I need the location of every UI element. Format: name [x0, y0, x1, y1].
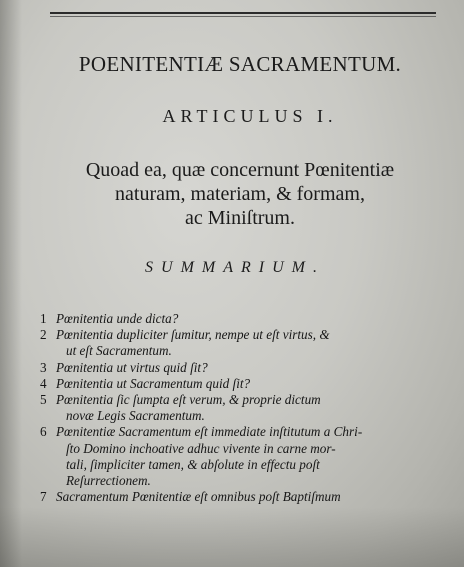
item-line: Pœnitentiæ Sacramentum eſt immediate inſtitutum a Chri-: [56, 424, 363, 440]
item-line: ſto Domino inchoative adhuc vivente in carne mor-: [66, 440, 336, 456]
list-item: [40, 311, 460, 327]
item-number: 1: [40, 311, 47, 326]
item-number: 4: [40, 375, 47, 391]
item-line: Pœnitentia ſic ſumpta eſt verum, & proprie dictum: [56, 392, 321, 408]
article-subject: [40, 158, 440, 230]
item-number: 7: [40, 489, 47, 505]
list-item: [40, 376, 460, 392]
article-heading: ARTICULUS I.: [162, 106, 338, 126]
item-line: tali, ſimpliciter tamen, & abſolute in effectu poſt: [66, 456, 320, 472]
item-number: 3: [40, 359, 47, 375]
page-gutter-shadow: [0, 0, 22, 567]
article-subject-line-1: Quoad ea, quæ concernunt Pœnitentiæ: [85, 159, 395, 181]
summary-heading: SUMMARIUM.: [145, 259, 325, 276]
top-rule: [50, 12, 436, 14]
top-rule-thin: [50, 16, 436, 17]
item-line: Sacramentum Pœnitentiæ eſt omnibus poſt Baptiſmum: [56, 489, 341, 505]
item-number: 6: [40, 424, 47, 440]
item-line: Pœnitentia ut Sacramentum quid ſit?: [56, 375, 251, 391]
item-line: Pœnitentia ut virtus quid ſit?: [56, 359, 208, 375]
item-number: 5: [40, 392, 47, 408]
list-item: [40, 424, 460, 489]
item-line: ut eſt Sacramentum.: [66, 343, 172, 359]
page-title: POENITENTIÆ SACRAMENTUM.: [78, 52, 402, 76]
list-item: [40, 360, 460, 376]
list-item: [40, 489, 460, 505]
item-line: novæ Legis Sacramentum.: [66, 408, 205, 424]
article-subject-line-2: naturam, materiam, & formam,: [115, 183, 365, 205]
list-item: [40, 392, 460, 424]
page-bottom-shadow: [0, 507, 464, 567]
item-number: 2: [40, 327, 47, 343]
article-subject-line-3: ac Miniſtrum.: [185, 207, 295, 229]
summary-list: [40, 311, 460, 505]
item-line: Reſurrectionem.: [66, 473, 151, 489]
item-line: Pœnitentia dupliciter ſumitur, nempe ut eſt virtus, &: [56, 327, 330, 343]
item-line: Pœnitentia unde dicta?: [56, 311, 179, 326]
list-item: [40, 327, 460, 359]
